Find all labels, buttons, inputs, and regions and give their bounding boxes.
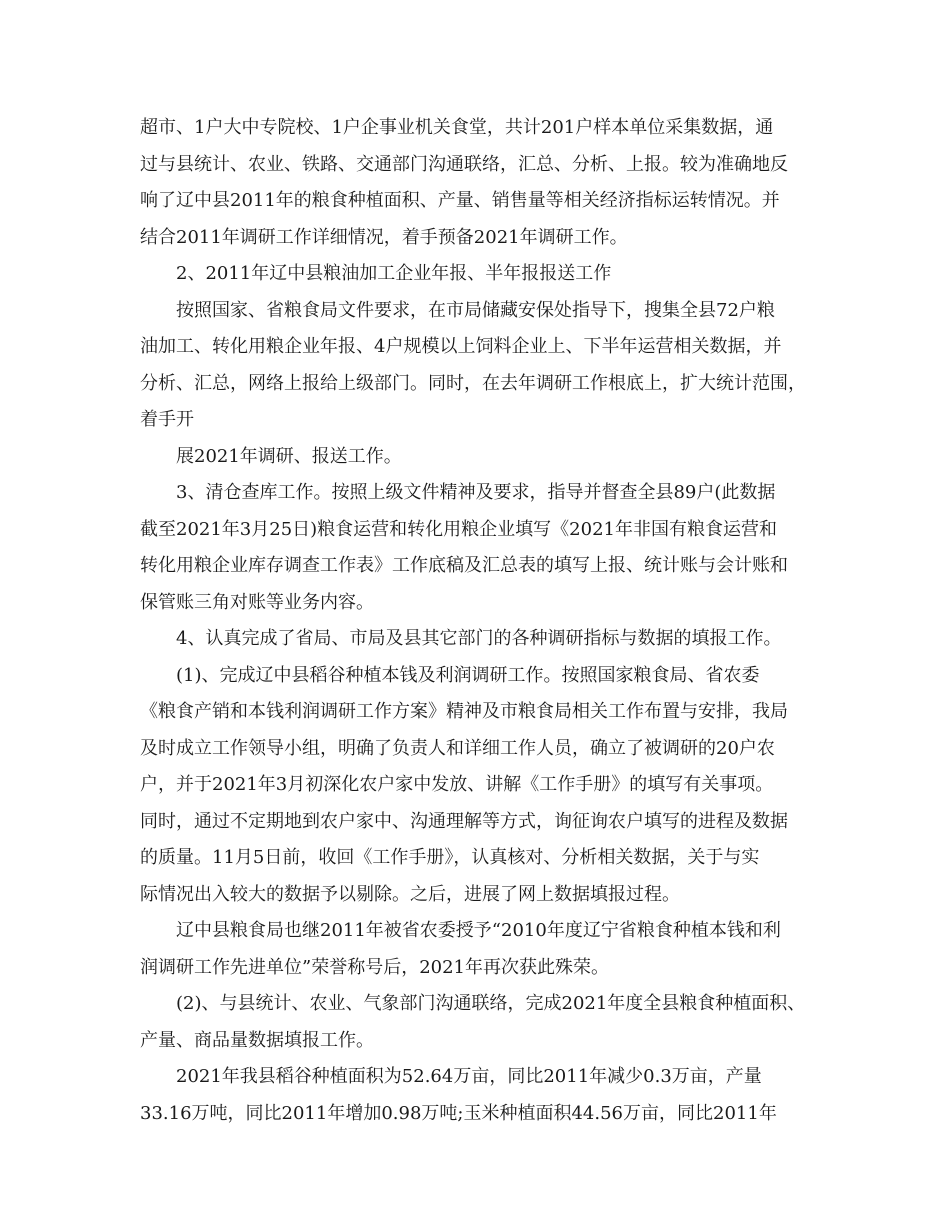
text-line: (1)、完成辽中县稻谷种植本钱及利润调研工作。按照国家粮食局、省农委	[176, 664, 760, 686]
text-line: 4、认真完成了省局、市局及县其它部门的各种调研指标与数据的填报工作。	[176, 628, 782, 649]
document-body	[140, 110, 812, 1132]
text-line: 产量、商品量数据填报工作。	[140, 1029, 374, 1051]
text-line: 展2021年调研、报送工作。	[176, 445, 402, 467]
text-line: 过与县统计、农业、铁路、交通部门沟通联络，汇总、分析、上报。较为准确地反	[140, 153, 788, 175]
text-line: 的质量。11月5日前，收回《工作手册》，认真核对、分析相关数据，关于与实	[140, 847, 760, 868]
text-line: 结合2011年调研工作详细情况，着手预备2021年调研工作。	[140, 226, 628, 248]
text-line: 户，并于2021年3月初深化农户家中发放、讲解《工作手册》的填写有关事项。	[140, 774, 774, 795]
text-line: 响了辽中县2011年的粮食种植面积、产量、销售量等相关经济指标运转情况。并	[140, 190, 780, 211]
text-line: 辽中县粮食局也继2011年被省农委授予“2010年度辽宁省粮食种植本钱和利	[176, 920, 781, 941]
text-line: 际情况出入较大的数据予以剔除。之后，进展了网上数据填报过程。	[140, 883, 680, 905]
text-line: 着手开	[140, 409, 194, 430]
text-line: 《粮食产销和本钱利润调研工作方案》精神及市粮食局相关工作布置与安排，我局	[140, 701, 788, 722]
text-line: 3、清仓查库工作。按照上级文件精神及要求，指导并督查全县89户(此数据	[176, 482, 776, 503]
text-line: 及时成立工作领导小组，明确了负责人和详细工作人员，确立了被调研的20户农	[140, 737, 775, 759]
text-line: 按照国家、省粮食局文件要求，在市局储藏安保处指导下，搜集全县72户粮	[176, 299, 775, 321]
text-line: 截至2021年3月25日)粮食运营和转化用粮企业填写《2021年非国有粮食运营和	[140, 518, 777, 540]
text-line: 33.16万吨，同比2011年增加0.98万吨;玉米种植面积44.56万亩，同比2011年	[140, 1102, 777, 1124]
text-line: 2021年我县稻谷种植面积为52.64万亩，同比2011年减少0.3万亩，产量	[176, 1066, 762, 1087]
text-line: 分析、汇总，网络上报给上级部门。同时，在去年调研工作根底上，扩大统计范围，	[140, 372, 806, 394]
text-line: 油加工、转化用粮企业年报、4户规模以上饲料企业上、下半年运营相关数据，并	[140, 336, 782, 357]
text-line: 润调研工作先进单位”荣誉称号后，2021年再次获此殊荣。	[140, 956, 610, 978]
text-line: 超市、1户大中专院校、1户企事业机关食堂，共计201户样本单位采集数据，通	[140, 117, 774, 138]
text-line: 保管账三角对账等业务内容。	[140, 591, 374, 613]
text-line: 转化用粮企业库存调查工作表》工作底稿及汇总表的填写上报、统计账与会计账和	[140, 555, 788, 576]
text-line: 2、2011年辽中县粮油加工企业年报、半年报报送工作	[176, 263, 612, 284]
text-line: (2)、与县统计、农业、气象部门沟通联络，完成2021年度全县粮食种植面积、	[176, 993, 806, 1014]
text-line: 同时，通过不定期地到农户家中、沟通理解等方式，询征询农户填写的进程及数据	[140, 810, 788, 832]
